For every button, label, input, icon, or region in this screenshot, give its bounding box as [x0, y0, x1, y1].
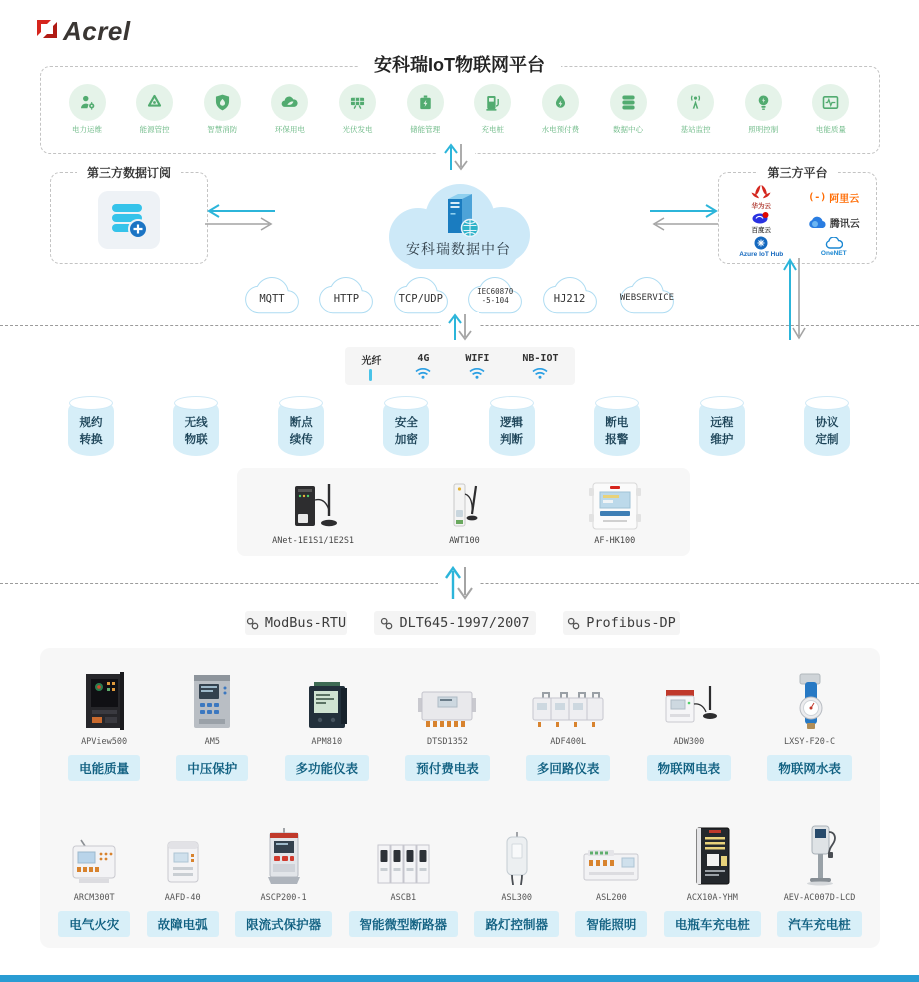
wifi-icon: [468, 366, 486, 379]
product-image: [658, 670, 720, 730]
connectivity-wifi: WIFI: [465, 353, 489, 379]
product-category-badge: 故障电弧: [147, 911, 219, 937]
product-image: [798, 824, 842, 886]
product-category-badge: 物联网水表: [767, 755, 852, 781]
product-image: [258, 828, 310, 886]
bulb-icon: [745, 84, 782, 121]
capability-cylinder: 安全 加密: [383, 398, 429, 456]
aliyun-logo-mark: (-): [808, 192, 827, 203]
page-title: 安科瑞IoT物联网平台: [0, 51, 919, 77]
lr-arrow-right: [648, 203, 722, 236]
capability-cylinder: 断点 续传: [278, 398, 324, 456]
product-row-1: [50, 670, 870, 781]
product-category-badge: 智能微型断路器: [349, 911, 459, 937]
product-category-badge: 物联网电表: [647, 755, 732, 781]
platform-icon-energy-mgmt: 能源管控: [124, 84, 186, 135]
capability-cylinder: 无线 物联: [173, 398, 219, 456]
updown-arrow-middle: [441, 312, 479, 347]
gateway-box: [237, 468, 690, 556]
product-image: [186, 670, 238, 730]
acrel-logo-text: Acrel: [63, 16, 131, 46]
database-stack-icon: [610, 84, 647, 121]
platform-icon-power-om: 电力运维: [56, 84, 118, 135]
acrel-data-cloud: [366, 177, 551, 275]
gateway-device-image: [575, 480, 655, 532]
platform-icon-pv: 光伏发电: [327, 84, 389, 135]
product-category-badge: 电瓶车充电桩: [664, 911, 761, 937]
solar-panel-icon: [339, 84, 376, 121]
connectivity-fiber: 光纤: [361, 352, 381, 381]
gateway-anet: ANet-1E1S1/1E2S1: [272, 480, 354, 546]
data-hub-label: 安科瑞数据中台: [406, 241, 511, 257]
wifi-icon: [414, 366, 432, 379]
protocol-cloud-http: HTTP: [310, 272, 382, 316]
field-protocol-profibus: Profibus-DP: [563, 611, 680, 635]
database-plus-icon: [108, 199, 150, 241]
product-category-badge: 智能照明: [575, 911, 647, 937]
platform-icon-lighting: 照明控制: [732, 84, 794, 135]
protocol-cloud-row: [236, 272, 686, 316]
product-card-am5: AM5 中压保护: [176, 670, 248, 781]
capability-row: [68, 398, 850, 456]
product-image: [374, 834, 432, 886]
platform-box-title: 第三方平台: [757, 164, 837, 181]
protocol-cloud-mqtt: MQTT: [236, 272, 308, 316]
huawei-logo-icon: [751, 185, 771, 200]
product-category-badge: 多回路仪表: [526, 755, 611, 781]
capability-cylinder: 逻辑 判断: [489, 398, 535, 456]
platform-icon-data-center: 数据中心: [597, 84, 659, 135]
battery-icon: [407, 84, 444, 121]
protocol-cloud-webservice: WEBSERVICE: [608, 272, 686, 316]
platform-icon-base-station: 基站监控: [665, 84, 727, 135]
product-card-dtsd1352: DTSD1352 预付费电表: [405, 670, 490, 781]
server-icon: [438, 189, 482, 239]
lr-arrow-left: [203, 203, 277, 236]
vendor-huawei-cloud: 华为云: [751, 185, 771, 210]
protocol-cloud-hj212: HJ212: [534, 272, 606, 316]
platform-icon-fire-safety: 智慧消防: [191, 84, 253, 135]
product-image: [531, 670, 605, 730]
fiber-icon: [369, 369, 373, 381]
acrel-logo-icon: [34, 16, 60, 47]
vendor-aliyun: (-) 阿里云: [808, 192, 860, 205]
product-card-ascb1: ASCB1 智能微型断路器: [349, 834, 459, 937]
connectivity-bar: [345, 347, 575, 385]
product-image: [65, 832, 123, 886]
capability-cylinder: 规约 转换: [68, 398, 114, 456]
platform-icon-prepaid-water-power: 水电预付费: [529, 84, 591, 135]
platform-icon-power-quality: 电能质量: [800, 84, 862, 135]
azure-iot-hub-logo-icon: [754, 236, 768, 250]
product-card-lxsy: LXSY-F20-C 物联网水表: [767, 670, 852, 781]
waveform-icon: [812, 84, 849, 121]
platform-icon-storage: 储能管理: [394, 84, 456, 135]
updown-arrow-top: [437, 142, 475, 177]
updown-arrow-right-vertical: [782, 256, 808, 347]
field-protocol-modbus: ModBus-RTU: [245, 611, 347, 635]
onenet-logo-icon: [825, 237, 843, 249]
product-card-apm810: APM810 多功能仪表: [285, 670, 370, 781]
capability-cylinder: 远程 维护: [699, 398, 745, 456]
connectivity-nbiot: NB-IOT: [522, 353, 558, 379]
platform-icon-row: [56, 84, 862, 135]
protocol-cloud-iec60870: IEC60870 -5-104: [459, 272, 531, 316]
product-card-aafd40: AAFD-40 故障电弧: [147, 832, 219, 937]
product-image: [158, 832, 208, 886]
platform-icon-eco-power: 环保用电: [259, 84, 321, 135]
link-icon: [380, 617, 393, 630]
gateway-device-image: [273, 480, 353, 532]
product-image: [300, 670, 354, 730]
product-card-aev: AEV-AC007D-LCD 汽车充电桩: [777, 824, 862, 937]
footer-accent-bar: [0, 975, 919, 982]
product-row-2: [50, 824, 870, 937]
power-om-icon: [69, 84, 106, 121]
field-protocol-dlt645: DLT645-1997/2007: [374, 611, 536, 635]
capability-cylinder: 断电 报警: [594, 398, 640, 456]
product-category-badge: 中压保护: [176, 755, 248, 781]
third-party-platform-box: [718, 166, 877, 264]
third-party-subscribe-box: [50, 166, 208, 264]
platform-icon-ev-charging: 充电桩: [462, 84, 524, 135]
product-card-arcm300t: ARCM300T 电气火灾: [58, 832, 130, 937]
product-card-ascp200: ASCP200-1 限流式保护器: [235, 828, 332, 937]
product-category-badge: 路灯控制器: [474, 911, 559, 937]
product-card-acx10a: ACX10A-YHM 电瓶车充电桩: [664, 826, 761, 937]
product-card-asl300: ASL300 路灯控制器: [474, 830, 559, 937]
gateway-afhk100: AF-HK100: [575, 480, 655, 546]
product-category-badge: 多功能仪表: [285, 755, 370, 781]
product-image: [580, 836, 642, 886]
product-category-badge: 电气火灾: [58, 911, 130, 937]
link-icon: [567, 617, 580, 630]
product-image: [497, 830, 537, 886]
product-card-adw300: ADW300 物联网电表: [647, 670, 732, 781]
product-category-badge: 预付费电表: [405, 755, 490, 781]
connectivity-4g: 4G: [414, 353, 432, 379]
fire-shield-icon: [204, 84, 241, 121]
product-card-adf400l: ADF400L 多回路仪表: [526, 670, 611, 781]
protocol-cloud-tcpudp: TCP/UDP: [385, 272, 457, 316]
cloud-leaf-icon: [271, 84, 308, 121]
product-card-apview500: APView500 电能质量: [68, 670, 140, 781]
product-image: [788, 670, 832, 730]
product-image: [76, 670, 132, 730]
product-category-badge: 汽车充电桩: [777, 911, 862, 937]
capability-cylinder: 协议 定制: [804, 398, 850, 456]
product-image: [416, 670, 478, 730]
subscribe-box-title: 第三方数据订阅: [77, 164, 181, 181]
gateway-device-image: [424, 480, 504, 532]
energy-mgmt-icon: [136, 84, 173, 121]
vendor-grid: [725, 185, 870, 259]
product-card-asl200: ASL200 智能照明: [575, 836, 647, 937]
database-tile: [98, 191, 160, 249]
link-icon: [246, 617, 259, 630]
vendor-azure-iot-hub: Azure IoT Hub: [739, 236, 783, 258]
vendor-baidu-cloud: 百度云: [752, 211, 772, 234]
acrel-logo: [34, 16, 131, 47]
product-category-badge: 电能质量: [68, 755, 140, 781]
tencent-cloud-logo-icon: [808, 216, 827, 229]
product-category-badge: 限流式保护器: [235, 911, 332, 937]
wifi-icon: [531, 366, 549, 379]
vendor-tencent-cloud: 腾讯云: [808, 215, 860, 230]
vendor-onenet: OneNET: [821, 237, 847, 257]
antenna-icon: [677, 84, 714, 121]
water-drop-bolt-icon: [542, 84, 579, 121]
updown-arrow-bottom: [438, 565, 480, 606]
products-box: [40, 648, 880, 948]
gateway-awt100: AWT100: [424, 480, 504, 546]
baidu-cloud-logo-icon: [752, 211, 770, 224]
charger-icon: [474, 84, 511, 121]
product-image: [687, 826, 737, 886]
